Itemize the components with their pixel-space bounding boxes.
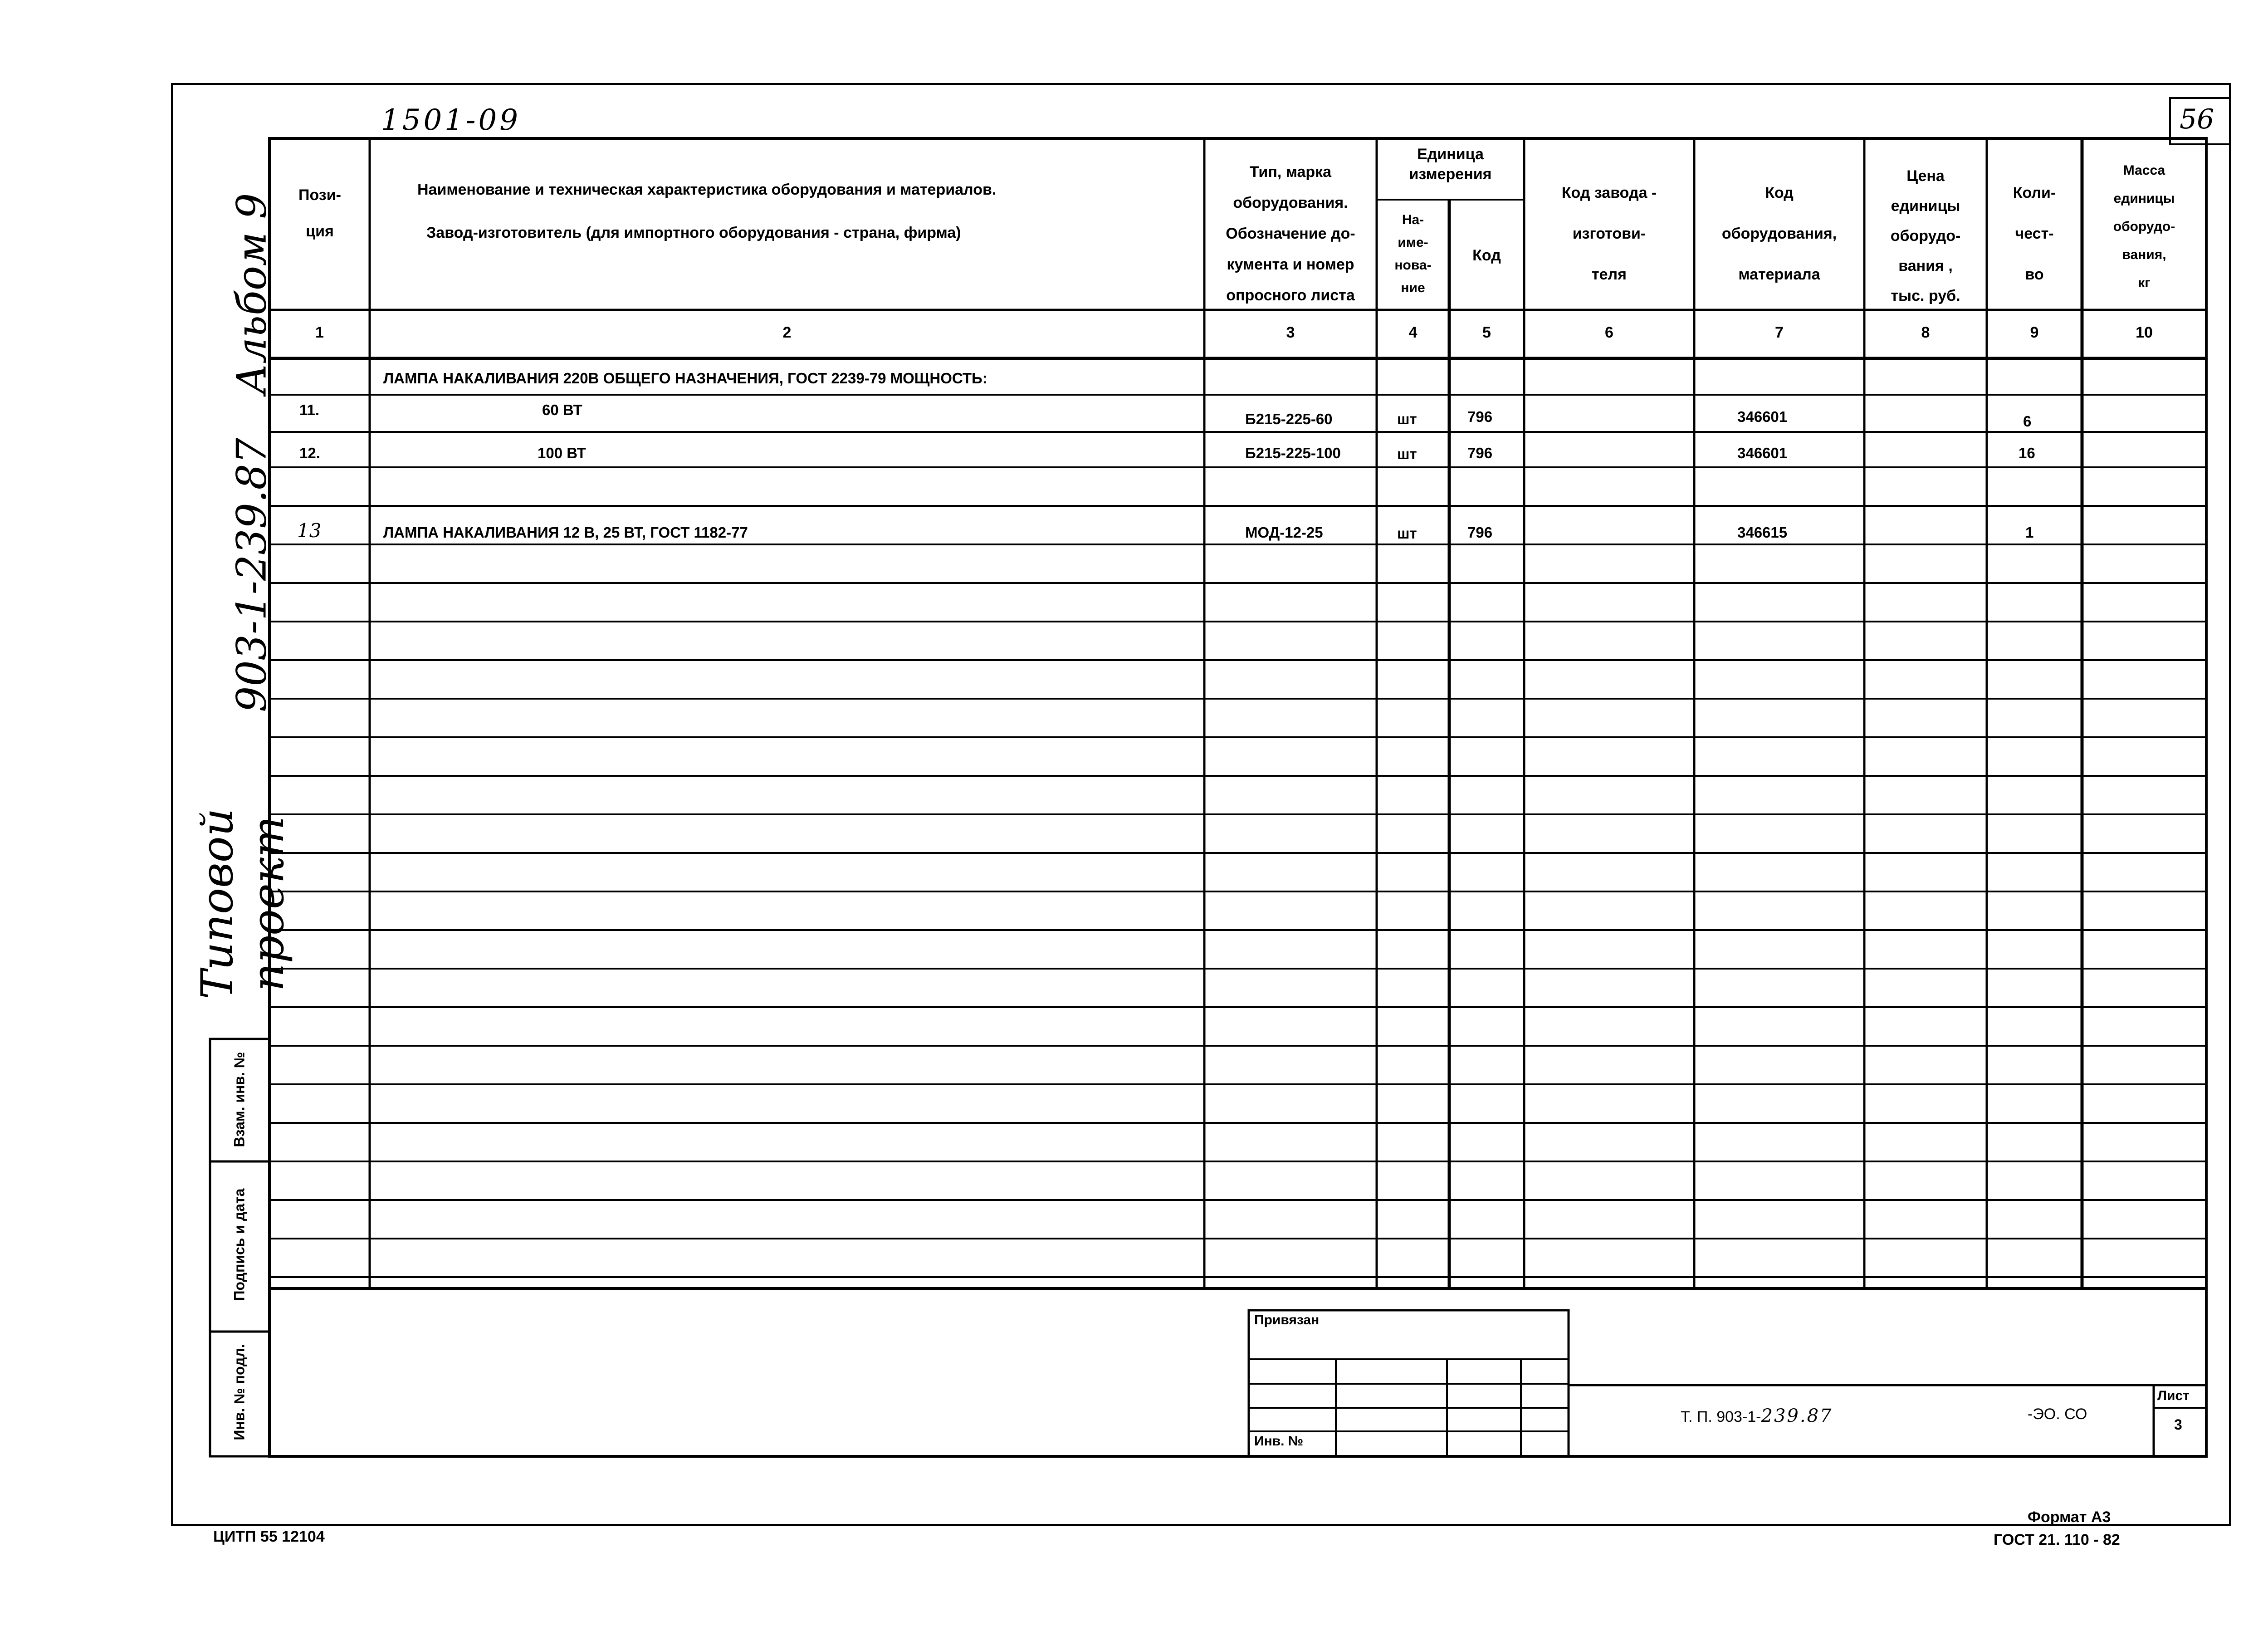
row-1-name: 60 ВТ [542,402,582,418]
doc-suffix: -ЭО. СО [2028,1406,2087,1423]
footer-left: ЦИТП 55 12104 [213,1528,325,1545]
header-col7: Код оборудования, материала [1721,184,1837,283]
sheet-number: 56 [2180,103,2214,135]
project-title-note: Типовой проект [192,808,293,999]
side-inv: Инв. № подл. [231,1344,248,1440]
header-col9: Коли- чест- во [2013,184,2056,283]
doc-code-hw: 239.87 [1761,1406,1833,1426]
colnum-8: 8 [1921,324,1930,341]
row-3-qty: 1 [2025,524,2034,541]
header-unit-group: Единица измерения [1409,146,1492,183]
row-2-name: 100 ВТ [538,445,586,461]
stamp-privyazan: Привязан [1254,1313,1320,1327]
row-3-type: МОД-12-25 [1245,524,1323,541]
row-2-type: Б215-225-100 [1245,445,1341,461]
header-col5: Код [1472,247,1501,264]
footer-gost: ГОСТ 21. 110 - 82 [1994,1531,2120,1548]
row-3-pos: 13 [297,519,322,542]
stamp-inv-no: Инв. № [1254,1434,1304,1449]
row-2-unit-code: 796 [1467,445,1493,461]
colnum-3: 3 [1286,324,1295,341]
header-col4: На- име- нова- ние [1394,212,1432,295]
row-0-name: ЛАМПА НАКАЛИВАНИЯ 220В ОБЩЕГО НАЗНАЧЕНИЯ, ГОСТ 2239-79 МОЩНОСТЬ: [383,370,987,387]
row-2-pos: 12. [299,445,320,461]
row-2-unit: шт [1397,446,1417,462]
row-1-unit: шт [1397,411,1417,427]
side-vzam: Взам. инв. № [231,1052,248,1147]
row-3-name: ЛАМПА НАКАЛИВАНИЯ 12 В, 25 ВТ, ГОСТ 1182-77 [383,524,748,541]
row-1-unit-code: 796 [1467,408,1493,425]
list-label: Лист [2157,1388,2190,1403]
header-col2-line2: Завод-изготовитель (для импортного оборудования - страна, фирма) [426,224,961,241]
project-code-note: 903-1-239.87 [228,438,276,712]
header-col3: Тип, марка оборудования. Обозначение до- кумента и номер опросного листа [1226,163,1355,304]
row-1-type: Б215-225-60 [1245,411,1333,427]
row-2-qty: 16 [2019,445,2035,461]
footer-format: Формат А3 [2028,1509,2111,1526]
colnum-6: 6 [1605,324,1613,341]
row-3-unit: шт [1397,525,1417,542]
header-col2-line1: Наименование и техническая характеристика оборудования и материалов. [417,181,997,198]
side-podpis: Подпись и дата [231,1188,248,1301]
colnum-4: 4 [1408,324,1418,341]
colnum-10: 10 [2136,324,2153,341]
header-col8: Цена единицы оборудо- вания , тыс. руб. [1890,167,1961,304]
row-1-qty: 6 [2023,413,2032,430]
doc-code [1681,1406,1833,1426]
colnum-1: 1 [315,324,324,341]
colnum-7: 7 [1775,324,1784,341]
top-code: 1501-09 [381,103,521,137]
colnum-9: 9 [2030,324,2039,341]
header-col1: Пози- ция [298,186,341,240]
row-1-mat-code: 346601 [1737,408,1788,425]
album-note: Альбом 9 [228,193,276,395]
header-col6: Код завода - изготови- теля [1561,184,1657,283]
list-value: 3 [2174,1416,2182,1433]
header-col10: Масса единицы оборудо- вания, кг [2113,163,2175,290]
row-3-unit-code: 796 [1467,524,1493,541]
colnum-5: 5 [1482,324,1491,341]
colnum-2: 2 [782,324,792,341]
doc-code-prefix: Т. П. 903-1- [1681,1408,1761,1425]
row-2-mat-code: 346601 [1737,445,1788,461]
row-3-mat-code: 346615 [1737,524,1788,541]
row-1-pos: 11. [299,402,320,418]
